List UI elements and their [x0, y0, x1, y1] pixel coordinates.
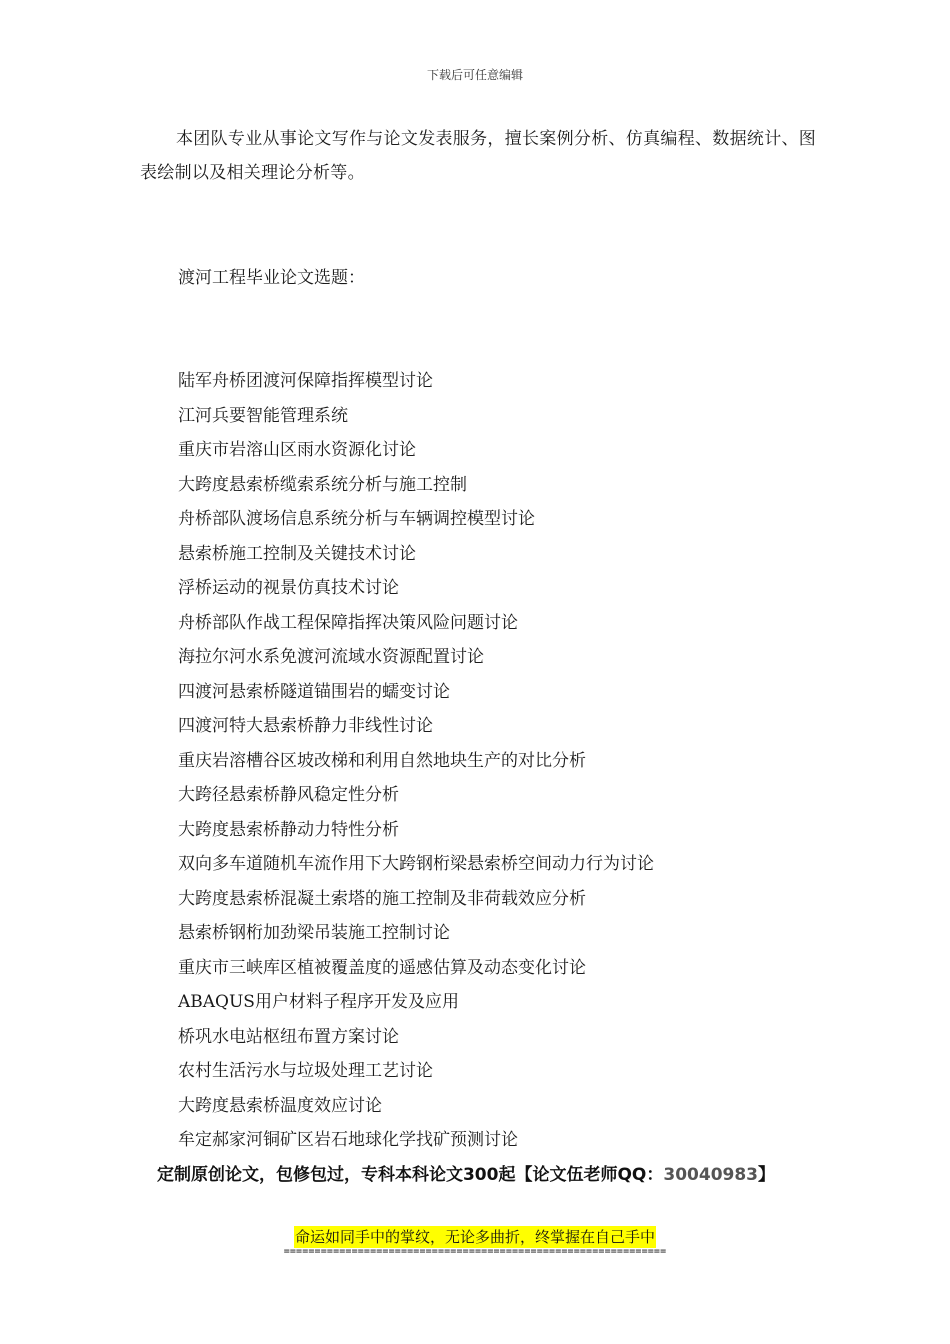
page-header: 下载后可任意编辑 [426, 68, 523, 82]
intro-paragraph: 本团队专业从事论文写作与论文发表服务，擅长案例分析、仿真编程、数据统计、图表绘制以及相关理论分析等。 [140, 129, 817, 183]
section-title: 渡河工程毕业论文选题： [178, 268, 365, 288]
list-item: 农村生活污水与垃圾处理工艺讨论 [178, 1061, 433, 1081]
list-item: 舟桥部队作战工程保障指挥决策风险问题讨论 [178, 612, 518, 633]
list-item: 大跨径悬索桥静风稳定性分析 [178, 785, 399, 805]
topic-list [178, 364, 654, 1158]
promo-banner [0, 1160, 932, 1190]
list-item: 陆军舟桥团渡河保障指挥模型讨论 [178, 371, 433, 391]
list-item: 双向多车道随机车流作用下大跨钢桁梁悬索桥空间动力行为讨论 [178, 854, 654, 874]
list-item: 大跨度悬索桥温度效应讨论 [178, 1095, 382, 1116]
list-item: 海拉尔河水系免渡河流域水资源配置讨论 [178, 647, 484, 667]
list-item: 悬索桥施工控制及关键技术讨论 [178, 543, 416, 564]
list-item: 大跨度悬索桥混凝土索塔的施工控制及非荷载效应分析 [178, 888, 586, 909]
list-item: 重庆市三峡库区植被覆盖度的遥感估算及动态变化讨论 [178, 957, 586, 978]
list-item: 重庆市岩溶山区雨水资源化讨论 [178, 440, 416, 460]
promo-qq-number: 30040983 [663, 1165, 759, 1185]
list-item: 悬索桥钢桁加劲梁吊装施工控制讨论 [178, 923, 450, 943]
list-item: 大跨度悬索桥缆索系统分析与施工控制 [178, 474, 467, 495]
list-item: 牟定郝家河铜矿区岩石地球化学找矿预测讨论 [178, 1130, 518, 1150]
list-item: 浮桥运动的视景仿真技术讨论 [178, 578, 399, 598]
separator-line: ============================================================== [283, 1246, 667, 1257]
list-item: 大跨度悬索桥静动力特性分析 [178, 819, 399, 840]
list-item: 四渡河悬索桥隧道锚围岩的蠕变讨论 [178, 681, 450, 702]
list-item: 江河兵要智能管理系统 [178, 405, 348, 426]
promo-close-bracket: 】 [758, 1165, 776, 1185]
list-item: 桥巩水电站枢纽布置方案讨论 [178, 1026, 399, 1047]
list-item: 重庆岩溶槽谷区坡改梯和利用自然地块生产的对比分析 [178, 750, 586, 771]
list-item: 四渡河特大悬索桥静力非线性讨论 [178, 716, 433, 736]
list-item: ABAQUS用户材料子程序开发及应用 [178, 992, 459, 1012]
promo-text: 定制原创论文，包修包过，专科本科论文300起【论文伍老师QQ： [156, 1165, 664, 1185]
motto-highlight: 命运如同手中的掌纹，无论多曲折，终掌握在自己手中 [294, 1228, 655, 1246]
list-item: 舟桥部队渡场信息系统分析与车辆调控模型讨论 [178, 509, 535, 529]
